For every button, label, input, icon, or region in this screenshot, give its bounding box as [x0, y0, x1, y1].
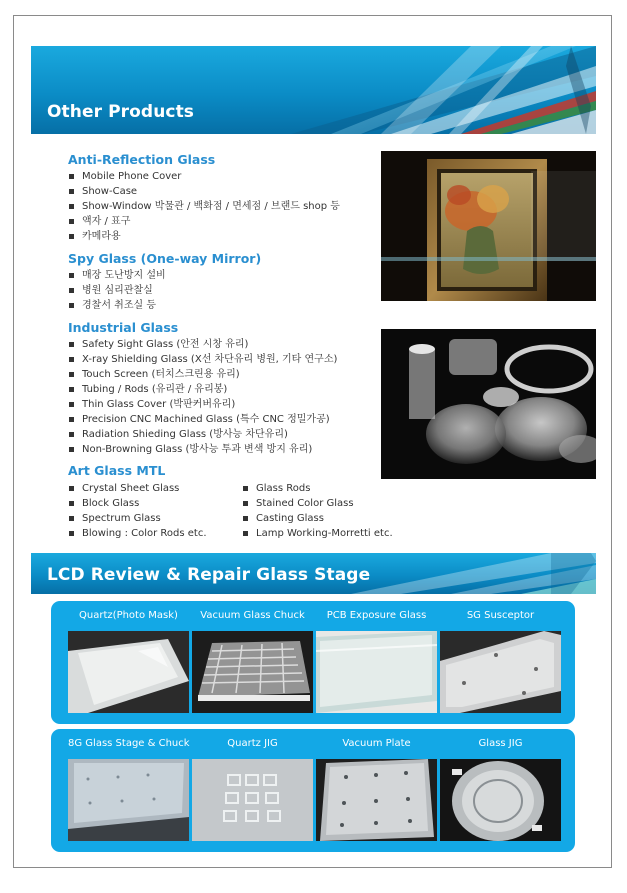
list-item: Non-Browning Glass (방사능 투과 변색 방지 유리): [68, 442, 337, 457]
framed-painting-graphic: [381, 151, 596, 301]
art-glass-list-col2: [242, 481, 393, 541]
stage-panel-row1: [51, 601, 575, 724]
vacuum-glass-chuck-image: [192, 631, 313, 713]
product-label: Quartz JIG: [227, 738, 278, 749]
product-label: 8G Glass Stage & Chuck: [68, 738, 190, 749]
product-card: [440, 737, 561, 751]
stage-panel-row2: [51, 729, 575, 852]
quartz-jig-graphic: [192, 759, 313, 841]
lcd-stage-banner: [31, 553, 596, 594]
quartz-photo-mask-image: [68, 631, 189, 713]
list-item: Show-Window 박물관 / 백화점 / 면세점 / 브랜드 shop 등: [68, 199, 340, 214]
product-card: [192, 609, 313, 623]
product-card: [68, 609, 189, 623]
sg-susceptor-image: [440, 631, 561, 713]
list-item: 경찰서 취조실 등: [68, 298, 166, 313]
list-item: Safety Sight Glass (안전 시창 유리): [68, 337, 337, 352]
list-item: X-ray Shielding Glass (X선 차단유리 병원, 기타 연구소): [68, 352, 337, 367]
product-card: [440, 609, 561, 623]
list-item: Glass Rods: [242, 481, 393, 496]
glass-jig-image: [440, 759, 561, 841]
list-item: Precision CNC Machined Glass (특수 CNC 정밀가공): [68, 412, 337, 427]
industrial-glass-list: [68, 337, 337, 457]
list-item: 매장 도난방지 설비: [68, 268, 166, 283]
list-item: Tubing / Rods (유리관 / 유리봉): [68, 382, 337, 397]
product-card: [192, 737, 313, 751]
section-title-lcd-stage: LCD Review & Repair Glass Stage: [47, 565, 371, 585]
group-title-art-glass: Art Glass MTL: [68, 463, 166, 478]
product-label: PCB Exposure Glass: [326, 610, 427, 621]
section-title-other-products: Other Products: [47, 102, 195, 122]
list-item: Mobile Phone Cover: [68, 169, 340, 184]
list-item: Lamp Working-Morretti etc.: [242, 526, 393, 541]
industrial-glass-photo: [381, 329, 596, 479]
list-item: Spectrum Glass: [68, 511, 207, 526]
industrial-glass-graphic: [381, 329, 596, 479]
list-item: Crystal Sheet Glass: [68, 481, 207, 496]
glass-jig-graphic: [440, 759, 561, 841]
list-item: Thin Glass Cover (박판커버유리): [68, 397, 337, 412]
group-title-spy-glass: Spy Glass (One-way Mirror): [68, 251, 262, 266]
8g-glass-stage-graphic: [68, 759, 189, 841]
vacuum-plate-image: [316, 759, 437, 841]
quartz-photo-mask-graphic: [68, 631, 189, 713]
other-products-banner: [31, 46, 596, 134]
list-item: Casting Glass: [242, 511, 393, 526]
list-item: Touch Screen (터치스크린용 유리): [68, 367, 337, 382]
art-glass-list-col1: [68, 481, 207, 541]
product-label: SG Susceptor: [466, 610, 535, 621]
anti-reflection-list: [68, 169, 340, 244]
product-label: Vacuum Glass Chuck: [200, 610, 305, 621]
list-item: Blowing : Color Rods etc.: [68, 526, 207, 541]
product-label: Quartz(Photo Mask): [79, 610, 178, 621]
list-item: Stained Color Glass: [242, 496, 393, 511]
group-title-anti-reflection: Anti-Reflection Glass: [68, 152, 216, 167]
quartz-jig-image: [192, 759, 313, 841]
pcb-exposure-glass-image: [316, 631, 437, 713]
vacuum-glass-chuck-graphic: [192, 631, 313, 713]
product-label: Vacuum Plate: [342, 738, 411, 749]
product-label: Glass JIG: [478, 738, 523, 749]
list-item: Block Glass: [68, 496, 207, 511]
list-item: 액자 / 표구: [68, 214, 340, 229]
product-card: [316, 737, 437, 751]
group-title-industrial-glass: Industrial Glass: [68, 320, 179, 335]
framed-painting-photo: [381, 151, 596, 301]
product-card: [316, 609, 437, 623]
product-card: [68, 737, 189, 751]
list-item: 카메라용: [68, 229, 340, 244]
list-item: 병원 심리관찰실: [68, 283, 166, 298]
spy-glass-list: [68, 268, 166, 313]
pcb-exposure-glass-graphic: [316, 631, 437, 713]
sg-susceptor-graphic: [440, 631, 561, 713]
list-item: Radiation Shieding Glass (방사능 차단유리): [68, 427, 337, 442]
list-item: Show-Case: [68, 184, 340, 199]
vacuum-plate-graphic: [316, 759, 437, 841]
8g-glass-stage-image: [68, 759, 189, 841]
